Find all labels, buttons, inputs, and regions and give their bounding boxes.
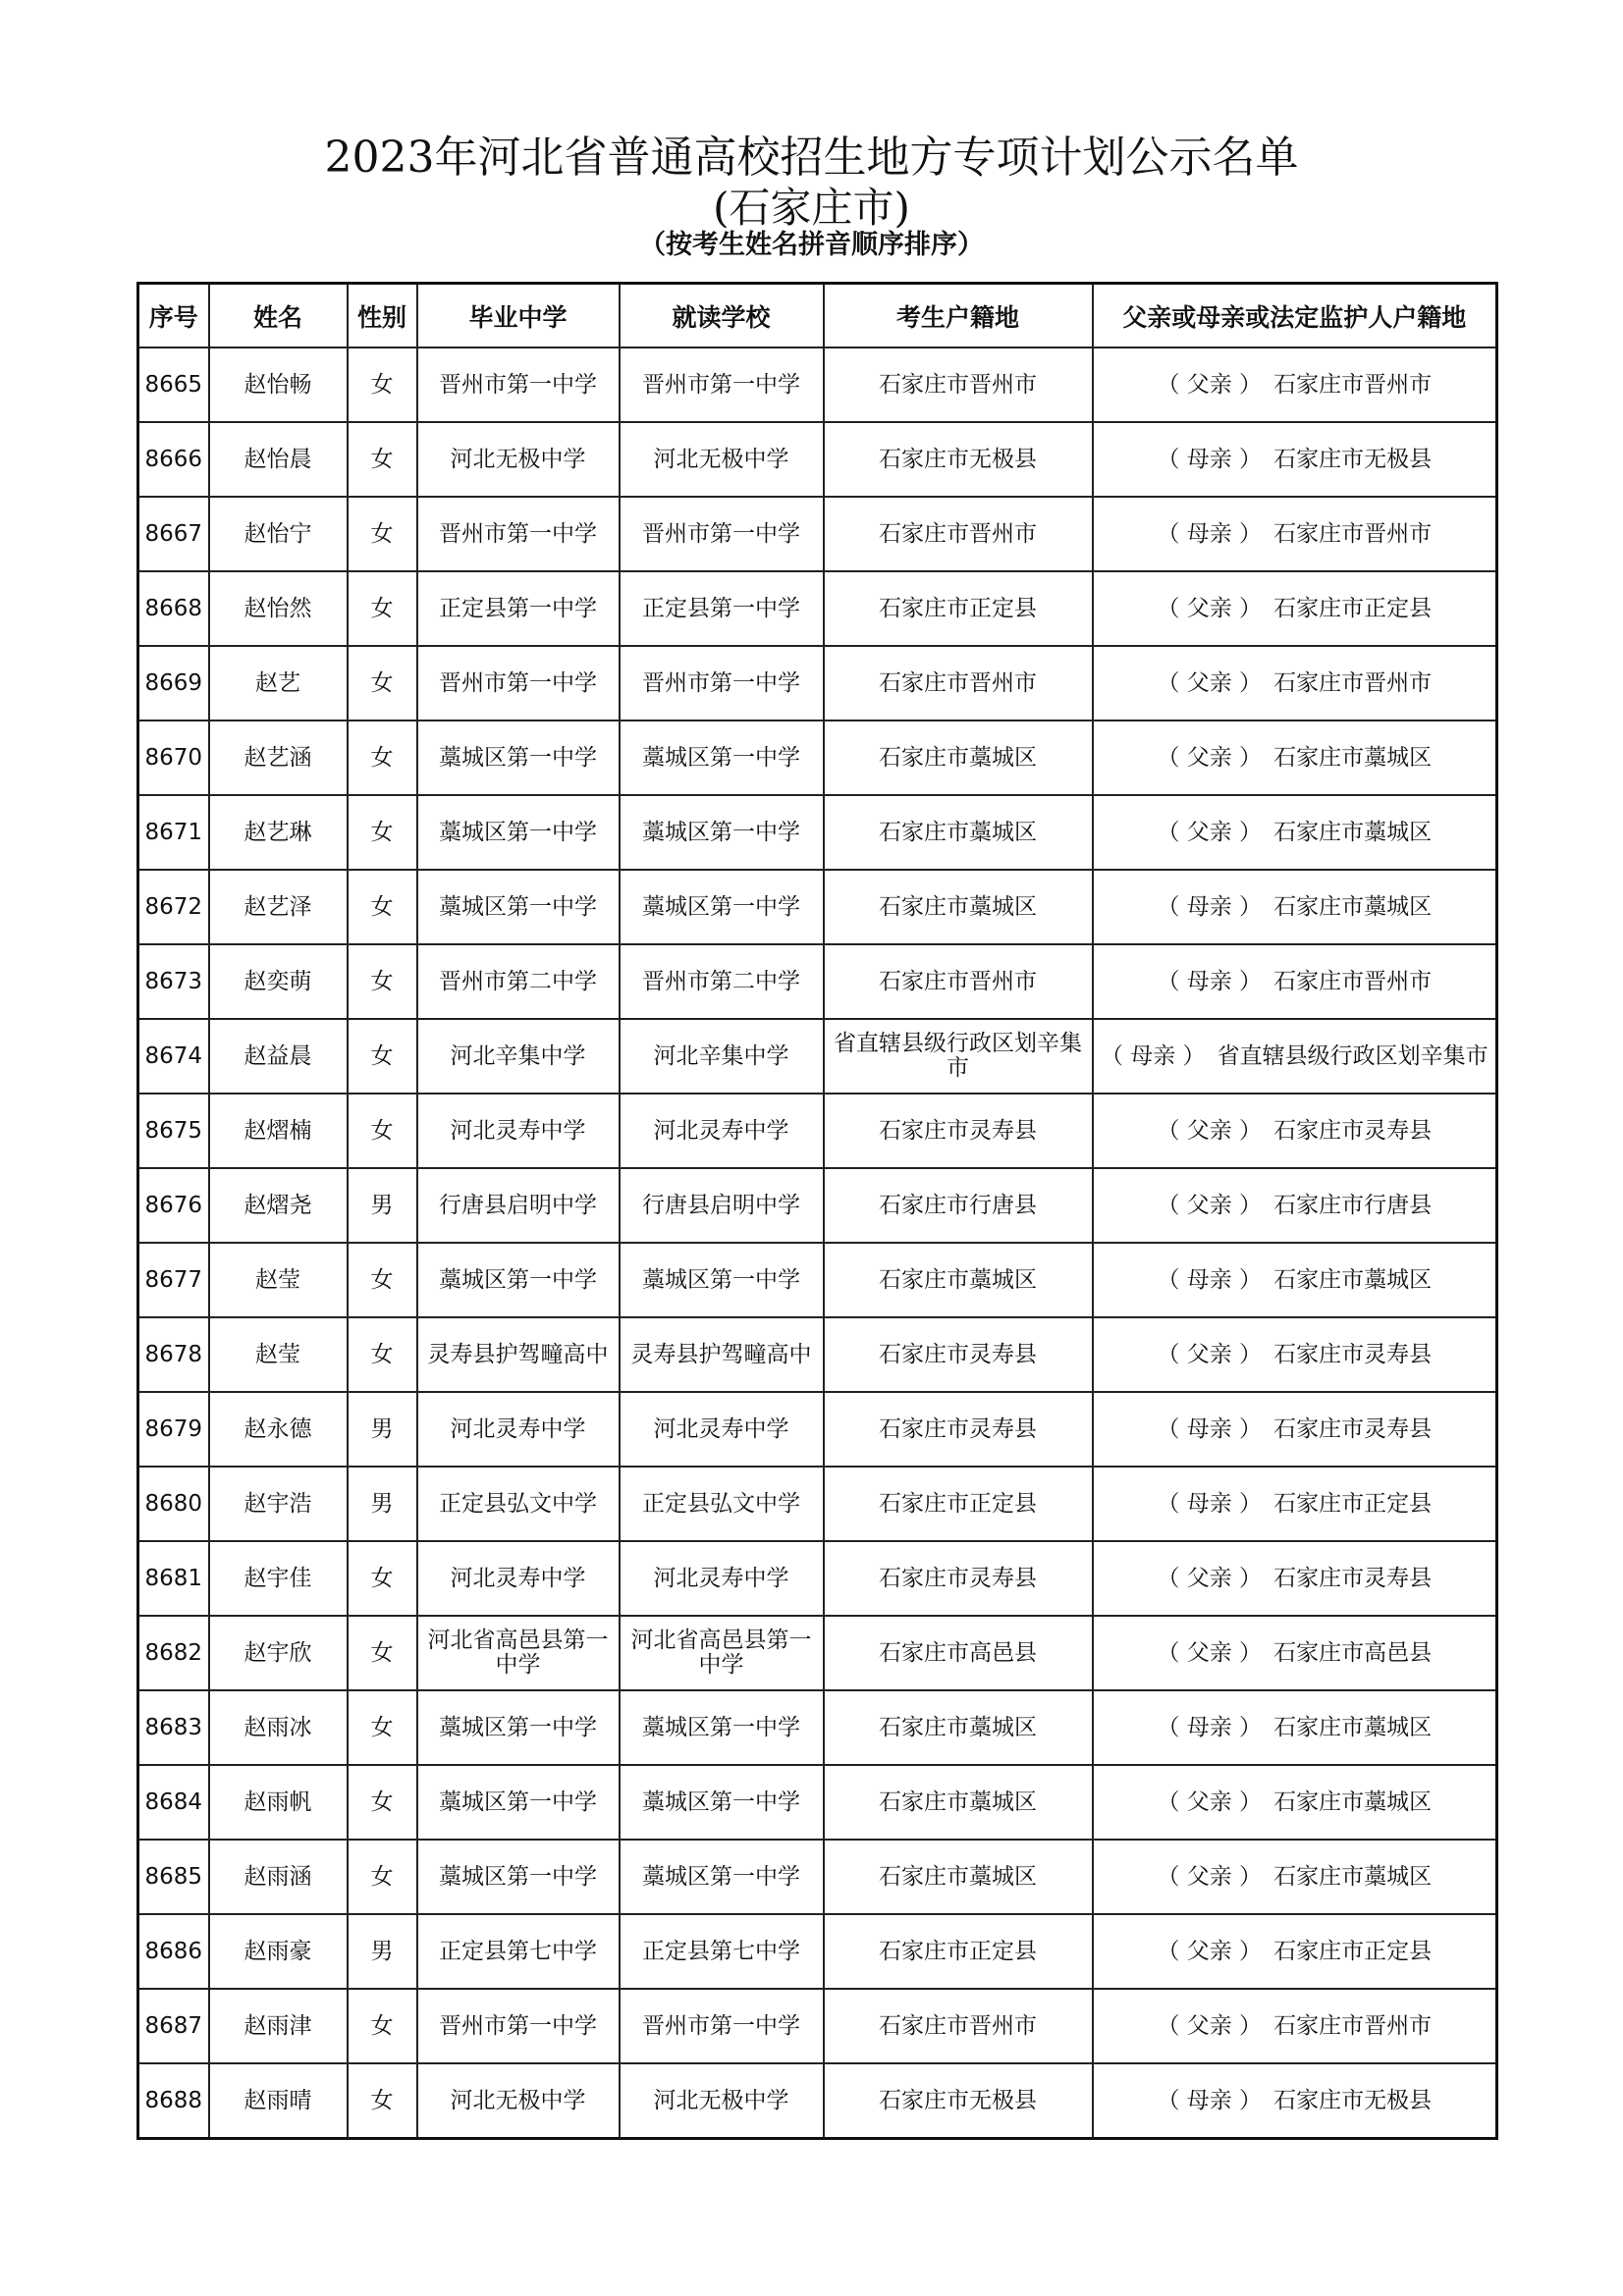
table-row xyxy=(138,1168,1497,1243)
cell-guardian xyxy=(1093,1690,1497,1765)
cell-residence: 石家庄市藁城区 xyxy=(824,795,1093,870)
cell-guardian xyxy=(1093,1989,1497,2063)
guardian-relation: （ 父亲 ） xyxy=(1157,744,1263,771)
cell-residence: 石家庄市晋州市 xyxy=(824,1989,1093,2063)
guardian-residence: 石家庄市藁城区 xyxy=(1273,819,1433,845)
cell-gender: 女 xyxy=(348,1840,417,1914)
cell-name: 赵熠楠 xyxy=(209,1094,348,1168)
cell-no: 8678 xyxy=(138,1317,209,1392)
header-cell-name: 姓名 xyxy=(209,284,348,348)
cell-name: 赵怡宁 xyxy=(209,497,348,571)
cell-no: 8676 xyxy=(138,1168,209,1243)
cell-name: 赵怡畅 xyxy=(209,347,348,422)
cell-residence: 石家庄市藁城区 xyxy=(824,1690,1093,1765)
cell-no: 8675 xyxy=(138,1094,209,1168)
cell-residence: 石家庄市无极县 xyxy=(824,2063,1093,2139)
cell-guardian xyxy=(1093,1914,1497,1989)
cell-study-school: 晋州市第一中学 xyxy=(620,646,824,721)
cell-guardian xyxy=(1093,2063,1497,2139)
cell-no: 8677 xyxy=(138,1243,209,1317)
cell-study-school: 河北灵寿中学 xyxy=(620,1392,824,1467)
cell-study-school: 藁城区第一中学 xyxy=(620,870,824,944)
guardian-residence: 石家庄市藁城区 xyxy=(1273,1863,1433,1890)
guardian-relation: （ 父亲 ） xyxy=(1157,1565,1263,1591)
cell-no: 8673 xyxy=(138,944,209,1019)
table-row xyxy=(138,646,1497,721)
cell-no: 8670 xyxy=(138,721,209,795)
cell-gender: 女 xyxy=(348,870,417,944)
header-cell-no: 序号 xyxy=(138,284,209,348)
cell-residence: 石家庄市行唐县 xyxy=(824,1168,1093,1243)
guardian-residence: 石家庄市藁城区 xyxy=(1273,1714,1433,1740)
cell-guardian xyxy=(1093,1840,1497,1914)
cell-guardian xyxy=(1093,422,1497,497)
cell-guardian xyxy=(1093,1765,1497,1840)
guardian-residence: 石家庄市灵寿县 xyxy=(1273,1341,1433,1367)
cell-gender: 女 xyxy=(348,646,417,721)
table-row xyxy=(138,1392,1497,1467)
cell-grad-school: 河北辛集中学 xyxy=(417,1019,620,1094)
guardian-relation: （ 母亲 ） xyxy=(1157,446,1263,472)
cell-gender: 男 xyxy=(348,1467,417,1541)
cell-gender: 男 xyxy=(348,1914,417,1989)
cell-no: 8686 xyxy=(138,1914,209,1989)
cell-name: 赵奕萌 xyxy=(209,944,348,1019)
cell-guardian xyxy=(1093,944,1497,1019)
cell-gender: 女 xyxy=(348,2063,417,2139)
cell-guardian xyxy=(1093,1168,1497,1243)
guardian-relation: （ 父亲 ） xyxy=(1157,1341,1263,1367)
cell-no: 8669 xyxy=(138,646,209,721)
guardian-residence: 石家庄市藁城区 xyxy=(1273,1266,1433,1293)
cell-gender: 女 xyxy=(348,347,417,422)
guardian-residence: 石家庄市晋州市 xyxy=(1273,669,1433,696)
guardian-relation: （ 父亲 ） xyxy=(1157,669,1263,696)
cell-name: 赵雨津 xyxy=(209,1989,348,2063)
table-row xyxy=(138,1840,1497,1914)
guardian-relation: （ 父亲 ） xyxy=(1157,1789,1263,1815)
cell-study-school: 晋州市第一中学 xyxy=(620,1989,824,2063)
cell-study-school: 晋州市第二中学 xyxy=(620,944,824,1019)
guardian-relation: （ 母亲 ） xyxy=(1157,1714,1263,1740)
cell-name: 赵雨帆 xyxy=(209,1765,348,1840)
cell-gender: 女 xyxy=(348,422,417,497)
table-row xyxy=(138,1317,1497,1392)
guardian-relation: （ 母亲 ） xyxy=(1157,2087,1263,2113)
cell-no: 8672 xyxy=(138,870,209,944)
cell-study-school: 河北灵寿中学 xyxy=(620,1094,824,1168)
cell-guardian xyxy=(1093,1392,1497,1467)
cell-study-school: 河北省高邑县第一中学 xyxy=(620,1616,824,1690)
guardian-residence: 石家庄市行唐县 xyxy=(1273,1192,1433,1218)
cell-residence: 石家庄市灵寿县 xyxy=(824,1317,1093,1392)
table-row xyxy=(138,422,1497,497)
cell-residence: 石家庄市藁城区 xyxy=(824,721,1093,795)
cell-grad-school: 藁城区第一中学 xyxy=(417,870,620,944)
guardian-residence: 石家庄市高邑县 xyxy=(1273,1639,1433,1666)
cell-name: 赵熠尧 xyxy=(209,1168,348,1243)
cell-name: 赵艺泽 xyxy=(209,870,348,944)
cell-guardian xyxy=(1093,721,1497,795)
cell-guardian xyxy=(1093,1317,1497,1392)
cell-residence: 石家庄市藁城区 xyxy=(824,1765,1093,1840)
admission-list-table xyxy=(136,282,1498,2140)
guardian-relation: （ 母亲 ） xyxy=(1157,968,1263,994)
guardian-residence: 石家庄市正定县 xyxy=(1273,1490,1433,1517)
table-row xyxy=(138,1094,1497,1168)
table-row xyxy=(138,1541,1497,1616)
cell-study-school: 藁城区第一中学 xyxy=(620,1690,824,1765)
cell-name: 赵怡然 xyxy=(209,571,348,646)
cell-name: 赵艺琳 xyxy=(209,795,348,870)
cell-gender: 女 xyxy=(348,1541,417,1616)
cell-residence: 石家庄市正定县 xyxy=(824,571,1093,646)
cell-name: 赵艺涵 xyxy=(209,721,348,795)
cell-study-school: 藁城区第一中学 xyxy=(620,1840,824,1914)
cell-no: 8674 xyxy=(138,1019,209,1094)
guardian-residence: 石家庄市无极县 xyxy=(1273,2087,1433,2113)
cell-guardian xyxy=(1093,795,1497,870)
table-row xyxy=(138,1914,1497,1989)
cell-gender: 女 xyxy=(348,1616,417,1690)
guardian-residence: 石家庄市藁城区 xyxy=(1273,744,1433,771)
cell-residence: 省直辖县级行政区划辛集市 xyxy=(824,1019,1093,1094)
cell-name: 赵雨晴 xyxy=(209,2063,348,2139)
guardian-relation: （ 母亲 ） xyxy=(1157,893,1263,920)
cell-residence: 石家庄市灵寿县 xyxy=(824,1094,1093,1168)
guardian-relation: （ 父亲 ） xyxy=(1157,1639,1263,1666)
cell-gender: 男 xyxy=(348,1392,417,1467)
guardian-relation: （ 父亲 ） xyxy=(1157,1192,1263,1218)
table-body xyxy=(138,347,1497,2139)
page-title: 2023年河北省普通高校招生地方专项计划公示名单 xyxy=(324,133,1299,183)
cell-residence: 石家庄市晋州市 xyxy=(824,646,1093,721)
cell-grad-school: 晋州市第一中学 xyxy=(417,347,620,422)
cell-residence: 石家庄市正定县 xyxy=(824,1467,1093,1541)
cell-residence: 石家庄市无极县 xyxy=(824,422,1093,497)
cell-name: 赵雨涵 xyxy=(209,1840,348,1914)
cell-residence: 石家庄市灵寿县 xyxy=(824,1541,1093,1616)
cell-residence: 石家庄市藁城区 xyxy=(824,1243,1093,1317)
cell-grad-school: 晋州市第一中学 xyxy=(417,497,620,571)
cell-grad-school: 河北省高邑县第一中学 xyxy=(417,1616,620,1690)
cell-study-school: 藁城区第一中学 xyxy=(620,795,824,870)
table-header xyxy=(138,284,1497,348)
cell-no: 8679 xyxy=(138,1392,209,1467)
guardian-relation: （ 母亲 ） xyxy=(1157,1266,1263,1293)
cell-grad-school: 正定县弘文中学 xyxy=(417,1467,620,1541)
cell-no: 8685 xyxy=(138,1840,209,1914)
cell-name: 赵宇欣 xyxy=(209,1616,348,1690)
cell-gender: 女 xyxy=(348,721,417,795)
cell-residence: 石家庄市高邑县 xyxy=(824,1616,1093,1690)
cell-study-school: 晋州市第一中学 xyxy=(620,347,824,422)
cell-study-school: 河北无极中学 xyxy=(620,2063,824,2139)
cell-study-school: 灵寿县护驾疃高中 xyxy=(620,1317,824,1392)
guardian-relation: （ 父亲 ） xyxy=(1157,2012,1263,2039)
cell-name: 赵艺 xyxy=(209,646,348,721)
cell-name: 赵莹 xyxy=(209,1243,348,1317)
cell-grad-school: 藁城区第一中学 xyxy=(417,795,620,870)
cell-grad-school: 藁城区第一中学 xyxy=(417,1243,620,1317)
guardian-residence: 石家庄市晋州市 xyxy=(1273,968,1433,994)
cell-grad-school: 正定县第一中学 xyxy=(417,571,620,646)
table-row xyxy=(138,1019,1497,1094)
header-cell-grad-school: 毕业中学 xyxy=(417,284,620,348)
page-subtitle-sort-note: （按考生姓名拼音顺序排序） xyxy=(639,230,984,260)
cell-study-school: 藁城区第一中学 xyxy=(620,721,824,795)
cell-grad-school: 藁城区第一中学 xyxy=(417,721,620,795)
cell-no: 8683 xyxy=(138,1690,209,1765)
cell-guardian xyxy=(1093,1616,1497,1690)
guardian-residence: 石家庄市无极县 xyxy=(1273,446,1433,472)
cell-grad-school: 藁城区第一中学 xyxy=(417,1765,620,1840)
guardian-residence: 石家庄市晋州市 xyxy=(1273,371,1433,398)
cell-grad-school: 河北无极中学 xyxy=(417,422,620,497)
guardian-residence: 省直辖县级行政区划辛集市 xyxy=(1217,1042,1488,1069)
cell-no: 8680 xyxy=(138,1467,209,1541)
table-row xyxy=(138,1616,1497,1690)
cell-gender: 女 xyxy=(348,1989,417,2063)
table-row xyxy=(138,347,1497,422)
cell-no: 8687 xyxy=(138,1989,209,2063)
cell-guardian xyxy=(1093,646,1497,721)
cell-grad-school: 灵寿县护驾疃高中 xyxy=(417,1317,620,1392)
guardian-residence: 石家庄市正定县 xyxy=(1273,595,1433,621)
table-row xyxy=(138,795,1497,870)
cell-study-school: 晋州市第一中学 xyxy=(620,497,824,571)
cell-name: 赵莹 xyxy=(209,1317,348,1392)
guardian-relation: （ 父亲 ） xyxy=(1157,1863,1263,1890)
cell-no: 8665 xyxy=(138,347,209,422)
cell-gender: 男 xyxy=(348,1168,417,1243)
table-row xyxy=(138,1467,1497,1541)
guardian-residence: 石家庄市灵寿县 xyxy=(1273,1117,1433,1144)
table-row xyxy=(138,1989,1497,2063)
table-row xyxy=(138,497,1497,571)
table-row xyxy=(138,1243,1497,1317)
cell-grad-school: 河北无极中学 xyxy=(417,2063,620,2139)
cell-grad-school: 行唐县启明中学 xyxy=(417,1168,620,1243)
cell-residence: 石家庄市藁城区 xyxy=(824,1840,1093,1914)
guardian-relation: （ 父亲 ） xyxy=(1157,1938,1263,1964)
table-row xyxy=(138,1765,1497,1840)
cell-gender: 女 xyxy=(348,571,417,646)
cell-study-school: 正定县第七中学 xyxy=(620,1914,824,1989)
cell-study-school: 藁城区第一中学 xyxy=(620,1243,824,1317)
header-cell-guardian-residence: 父亲或母亲或法定监护人户籍地 xyxy=(1093,284,1497,348)
guardian-residence: 石家庄市晋州市 xyxy=(1273,520,1433,547)
guardian-residence: 石家庄市晋州市 xyxy=(1273,2012,1433,2039)
guardian-residence: 石家庄市正定县 xyxy=(1273,1938,1433,1964)
cell-gender: 女 xyxy=(348,1317,417,1392)
cell-gender: 女 xyxy=(348,1243,417,1317)
cell-no: 8668 xyxy=(138,571,209,646)
cell-residence: 石家庄市灵寿县 xyxy=(824,1392,1093,1467)
cell-study-school: 河北辛集中学 xyxy=(620,1019,824,1094)
cell-no: 8671 xyxy=(138,795,209,870)
cell-grad-school: 晋州市第二中学 xyxy=(417,944,620,1019)
cell-guardian xyxy=(1093,1243,1497,1317)
cell-grad-school: 河北灵寿中学 xyxy=(417,1392,620,1467)
cell-name: 赵雨冰 xyxy=(209,1690,348,1765)
cell-gender: 女 xyxy=(348,1094,417,1168)
cell-grad-school: 河北灵寿中学 xyxy=(417,1094,620,1168)
cell-gender: 女 xyxy=(348,1765,417,1840)
guardian-relation: （ 母亲 ） xyxy=(1157,1490,1263,1517)
guardian-residence: 石家庄市藁城区 xyxy=(1273,1789,1433,1815)
cell-guardian xyxy=(1093,347,1497,422)
cell-no: 8688 xyxy=(138,2063,209,2139)
cell-no: 8684 xyxy=(138,1765,209,1840)
guardian-relation: （ 母亲 ） xyxy=(1157,1415,1263,1442)
table-row xyxy=(138,721,1497,795)
cell-name: 赵永德 xyxy=(209,1392,348,1467)
cell-gender: 女 xyxy=(348,497,417,571)
cell-guardian xyxy=(1093,571,1497,646)
cell-guardian xyxy=(1093,1467,1497,1541)
guardian-relation: （ 母亲 ） xyxy=(1157,520,1263,547)
cell-no: 8682 xyxy=(138,1616,209,1690)
table-row xyxy=(138,944,1497,1019)
guardian-relation: （ 父亲 ） xyxy=(1157,1117,1263,1144)
cell-grad-school: 藁城区第一中学 xyxy=(417,1690,620,1765)
cell-grad-school: 晋州市第一中学 xyxy=(417,646,620,721)
cell-guardian xyxy=(1093,497,1497,571)
cell-residence: 石家庄市正定县 xyxy=(824,1914,1093,1989)
cell-no: 8667 xyxy=(138,497,209,571)
guardian-residence: 石家庄市藁城区 xyxy=(1273,893,1433,920)
cell-name: 赵雨豪 xyxy=(209,1914,348,1989)
cell-residence: 石家庄市晋州市 xyxy=(824,347,1093,422)
cell-no: 8681 xyxy=(138,1541,209,1616)
cell-grad-school: 藁城区第一中学 xyxy=(417,1840,620,1914)
cell-name: 赵怡晨 xyxy=(209,422,348,497)
cell-guardian xyxy=(1093,870,1497,944)
guardian-relation: （ 母亲 ） xyxy=(1100,1042,1206,1069)
cell-grad-school: 河北灵寿中学 xyxy=(417,1541,620,1616)
cell-study-school: 藁城区第一中学 xyxy=(620,1765,824,1840)
cell-gender: 女 xyxy=(348,1690,417,1765)
cell-name: 赵宇佳 xyxy=(209,1541,348,1616)
header-cell-study-school: 就读学校 xyxy=(620,284,824,348)
cell-study-school: 河北灵寿中学 xyxy=(620,1541,824,1616)
cell-gender: 女 xyxy=(348,1019,417,1094)
page-subtitle-city: (石家庄市) xyxy=(713,184,910,232)
cell-grad-school: 正定县第七中学 xyxy=(417,1914,620,1989)
cell-residence: 石家庄市晋州市 xyxy=(824,944,1093,1019)
guardian-relation: （ 父亲 ） xyxy=(1157,371,1263,398)
cell-name: 赵宇浩 xyxy=(209,1467,348,1541)
header-cell-residence: 考生户籍地 xyxy=(824,284,1093,348)
cell-study-school: 河北无极中学 xyxy=(620,422,824,497)
cell-gender: 女 xyxy=(348,795,417,870)
guardian-relation: （ 父亲 ） xyxy=(1157,595,1263,621)
cell-guardian xyxy=(1093,1094,1497,1168)
cell-study-school: 正定县弘文中学 xyxy=(620,1467,824,1541)
guardian-residence: 石家庄市灵寿县 xyxy=(1273,1415,1433,1442)
cell-name: 赵益晨 xyxy=(209,1019,348,1094)
table-row xyxy=(138,2063,1497,2139)
header-row xyxy=(138,284,1497,348)
cell-residence: 石家庄市藁城区 xyxy=(824,870,1093,944)
cell-guardian xyxy=(1093,1019,1497,1094)
guardian-relation: （ 父亲 ） xyxy=(1157,819,1263,845)
cell-guardian xyxy=(1093,1541,1497,1616)
cell-gender: 女 xyxy=(348,944,417,1019)
cell-residence: 石家庄市晋州市 xyxy=(824,497,1093,571)
table-row xyxy=(138,571,1497,646)
cell-study-school: 正定县第一中学 xyxy=(620,571,824,646)
cell-no: 8666 xyxy=(138,422,209,497)
table-row xyxy=(138,870,1497,944)
guardian-residence: 石家庄市灵寿县 xyxy=(1273,1565,1433,1591)
cell-grad-school: 晋州市第一中学 xyxy=(417,1989,620,2063)
header-cell-gender: 性别 xyxy=(348,284,417,348)
cell-study-school: 行唐县启明中学 xyxy=(620,1168,824,1243)
table-row xyxy=(138,1690,1497,1765)
